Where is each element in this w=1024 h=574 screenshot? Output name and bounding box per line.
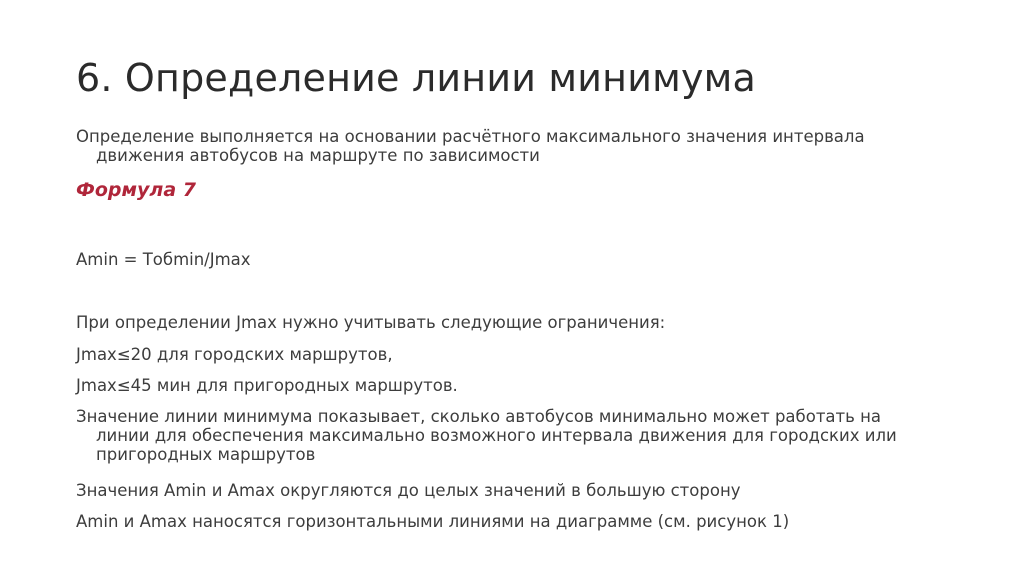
rounding-paragraph xyxy=(76,481,976,500)
intro-line-2: движения автобусов на маршруте по зависимости xyxy=(96,146,540,165)
formula-label: Формула 7 xyxy=(76,179,196,201)
plotting-paragraph xyxy=(76,512,976,531)
intro-line-1: Определение выполняется на основании расчётного максимального значения интервала xyxy=(76,127,865,146)
plotting-line: Amin и Amax наносятся горизонтальными линиями на диаграмме (см. рисунок 1) xyxy=(76,512,790,531)
rounding-line: Значения Amin и Amax округляются до целых значений в большую сторону xyxy=(76,481,741,500)
intro-paragraph xyxy=(76,127,976,165)
meaning-line-2: линии для обеспечения максимально возможного интервала движения для городских или xyxy=(96,426,897,445)
meaning-line-3: пригородных маршрутов xyxy=(96,445,316,464)
constraint-city xyxy=(76,345,976,364)
formula-line: Amin = Tобmin/Jmax xyxy=(76,250,251,269)
constraints-intro-line: При определении Jmax нужно учитывать следующие ограничения: xyxy=(76,313,666,332)
meaning-line-1: Значение линии минимума показывает, сколько автобусов минимально может работать на xyxy=(76,407,882,426)
constraints-intro xyxy=(76,313,976,332)
formula-text xyxy=(76,250,976,269)
constraint-suburban-line: Jmax≤45 мин для пригородных маршрутов. xyxy=(76,376,458,395)
constraint-suburban xyxy=(76,376,976,395)
constraint-city-line: Jmax≤20 для городских маршрутов, xyxy=(76,345,393,364)
meaning-paragraph xyxy=(76,407,976,464)
slide-title: 6. Определение линии минимума xyxy=(76,56,757,100)
